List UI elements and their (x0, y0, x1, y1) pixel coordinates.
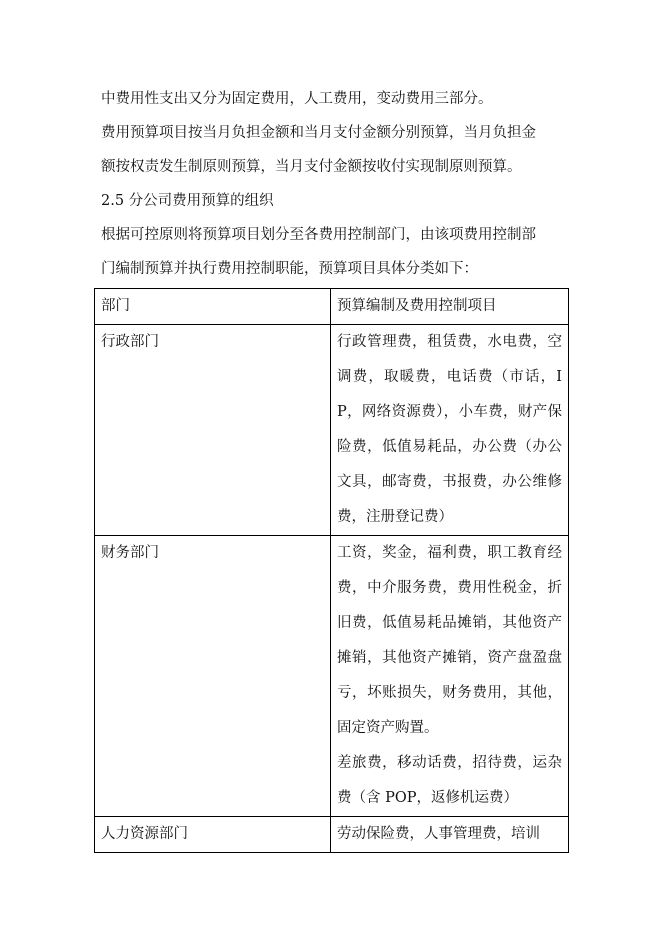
paragraph-control-principle-line2: 门编制预算并执行费用控制职能，预算项目具体分类如下： (101, 261, 478, 277)
paragraph-expense-categories: 中费用性支出又分为固定费用，人工费用，变动费用三部分。 (101, 91, 493, 107)
department-cell: 人力资源部门 (95, 817, 331, 853)
department-cell: 行政部门 (95, 325, 331, 536)
budget-items-text: 行政管理费，租赁费，水电费，空调费，取暖费，电话费（市话，IP，网络资源费），小车费，财产保险费，低值易耗品，办公费（办公文具，邮寄费，书报费，办公维修费，注册登记费） (337, 334, 562, 525)
header-department: 部门 (95, 289, 331, 325)
budget-items-cell (331, 817, 569, 853)
table-header-row (95, 289, 569, 325)
budget-items-cell (331, 325, 569, 536)
header-budget-items: 预算编制及费用控制项目 (331, 289, 569, 325)
paragraph-budget-basis-line1: 费用预算项目按当月负担金额和当月支付金额分别预算，当月负担金 (101, 125, 536, 141)
paragraph-budget-basis-line2: 额按权责发生制原则预算，当月支付金额按收付实现制原则预算。 (101, 159, 522, 175)
budget-items-cell (331, 536, 569, 817)
budget-classification-table (94, 288, 569, 853)
table-row (95, 325, 569, 536)
budget-items-text: 工资，奖金，福利费，职工教育经费，中介服务费，费用性税金，折旧费，低值易耗品摊销，其他资产摊销，其他资产摊销，资产盘盈盘亏，坏账损失，财务费用，其他，固定资产购置。 (337, 545, 562, 736)
paragraph-control-principle-line1: 根据可控原则将预算项目划分至各费用控制部门，由该项费用控制部 (101, 227, 536, 243)
budget-items-text: 差旅费，移动话费，招待费，运杂费（含 POP，返修机运费） (337, 755, 562, 806)
table-row (95, 817, 569, 853)
department-cell: 财务部门 (95, 536, 331, 817)
section-heading-2-5: 2.5 分公司费用预算的组织 (101, 193, 274, 209)
table-row (95, 536, 569, 817)
budget-items-text: 劳动保险费，人事管理费，培训 (337, 826, 540, 842)
